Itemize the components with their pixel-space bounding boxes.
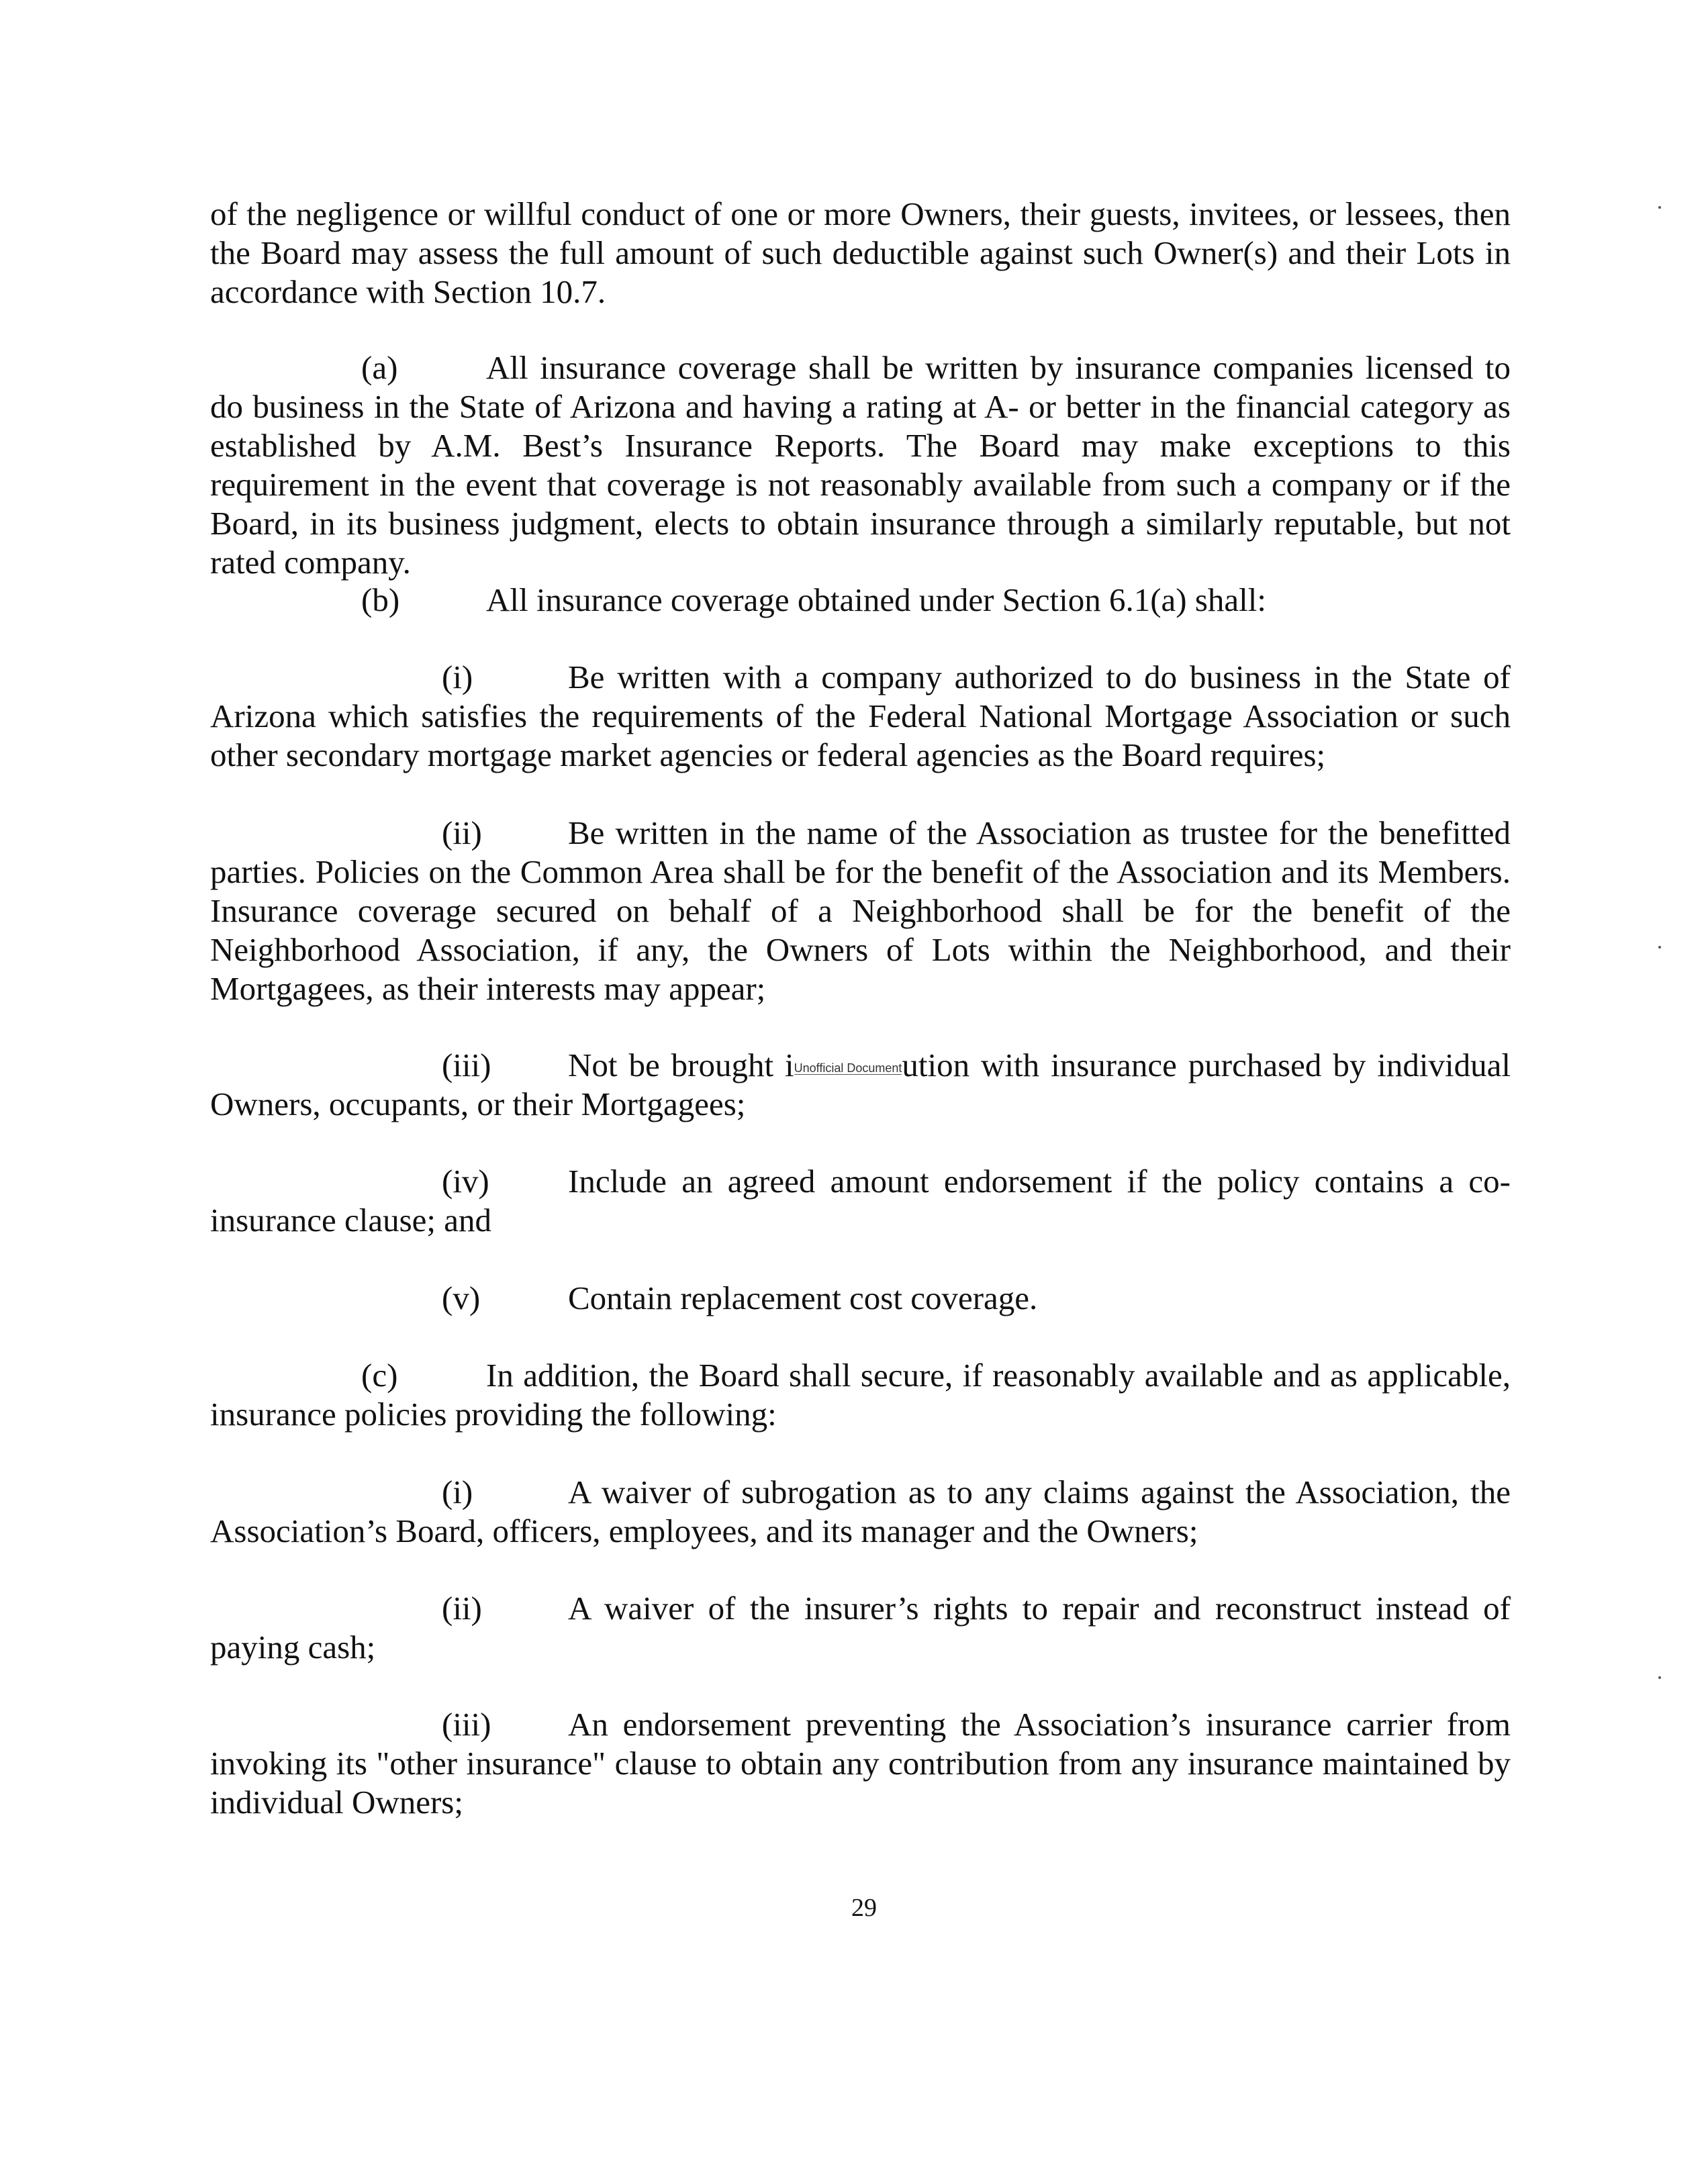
item-text: A waiver of the insurer’s rights to repair and reconstruct instead of paying cash; [210, 1590, 1511, 1666]
item-text: Include an agreed amount endorsement if the policy contains a co-insurance clause; and [210, 1163, 1511, 1239]
list-item-c-iii [210, 1705, 1511, 1822]
paragraph-label: (c) [361, 1357, 398, 1394]
list-item-b-iii [210, 1046, 1511, 1124]
paragraph-text: In addition, the Board shall secure, if reasonably available and as applicable, insurance policies providing the following: [210, 1357, 1511, 1433]
item-label: (ii) [442, 814, 482, 851]
item-label: (i) [442, 659, 473, 695]
list-item-b-ii [210, 814, 1511, 1008]
paragraph-text: All insurance coverage shall be written by insurance companies licensed to do business in the State of Arizona and having a rating at A- or better in the financial category as established by A.M. Best’s Insurance Reports. The Board may make exceptions to this requirement in the event that coverage is not reasonably available from such a company or if the Board, in its business judgment, elects to obtain insurance through a similarly reputable, but not rated company. [210, 349, 1511, 581]
list-item-c-i [210, 1473, 1511, 1551]
paragraph-label: (a) [361, 349, 398, 386]
paragraph-b [210, 581, 1511, 620]
paragraph-c [210, 1356, 1511, 1434]
item-label: (iv) [442, 1163, 489, 1200]
item-label: (i) [442, 1474, 473, 1510]
list-item-c-ii [210, 1589, 1511, 1667]
item-text: A waiver of subrogation as to any claims against the Association, the Association’s Board, officers, employees, and its manager and the Owners; [210, 1474, 1511, 1549]
scan-speck [1658, 1676, 1661, 1679]
list-item-b-i [210, 658, 1511, 775]
item-label: (iii) [442, 1047, 491, 1083]
item-text: An endorsement preventing the Association’s insurance carrier from invoking its "other insurance" clause to obtain any contribution from any insurance maintained by individual Owners; [210, 1706, 1511, 1821]
item-text-after: ution with insurance purchased by individual Owners, occupants, or their Mortgagees; [210, 1047, 1511, 1122]
item-text-before: Not be brought i [568, 1047, 794, 1083]
item-text: Be written in the name of the Association as trustee for the benefitted parties. Policies on the Common Area shall be for the benefit of the Association and its Members. Insurance coverage secured on behalf of a Neighborhood shall be for the benefit of the Neighborhood Association, if any, the Owners of Lots within the Neighborhood, and their Mortgagees, as their interests may appear; [210, 814, 1511, 1007]
paragraph-text: All insurance coverage obtained under Section 6.1(a) shall: [486, 581, 1266, 618]
paragraph-intro [210, 195, 1511, 311]
page-number: 29 [851, 1894, 877, 1922]
scan-speck [1658, 206, 1661, 209]
paragraph-a [210, 348, 1511, 582]
item-label: (v) [442, 1280, 481, 1316]
list-item-b-v [210, 1279, 1511, 1318]
scan-speck [1658, 946, 1661, 949]
item-text: Contain replacement cost coverage. [568, 1280, 1038, 1316]
paragraph-label: (b) [361, 581, 400, 618]
paragraph-text: of the negligence or willful conduct of one or more Owners, their guests, invitees, or lessees, then the Board may assess the full amount of such deductible against such Owner(s) and their Lots in accordance with Section 10.7. [210, 195, 1511, 310]
item-label: (iii) [442, 1706, 491, 1743]
item-label: (ii) [442, 1590, 482, 1627]
list-item-b-iv [210, 1162, 1511, 1240]
item-text: Be written with a company authorized to do business in the State of Arizona which satisfies the requirements of the Federal National Mortgage Association or such other secondary mortgage market agencies or federal agencies as the Board requires; [210, 659, 1511, 773]
unofficial-document-watermark: Unofficial Document [794, 1061, 902, 1075]
